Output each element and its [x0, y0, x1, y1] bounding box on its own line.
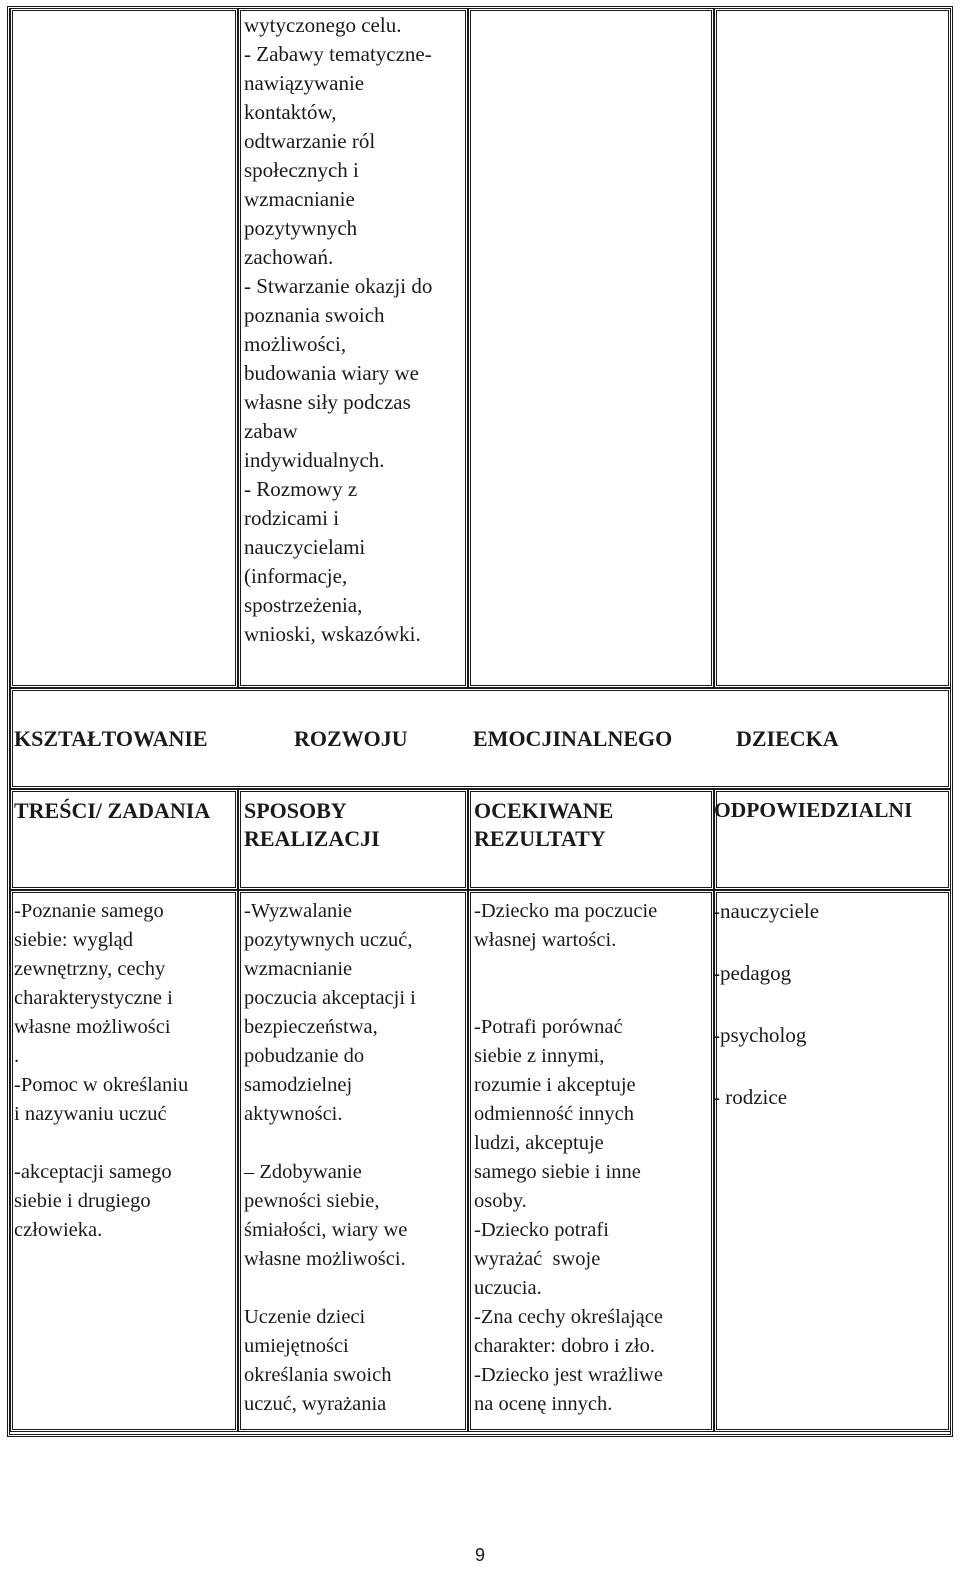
header-contents-tasks: TREŚCI/ ZADANIA — [14, 798, 211, 823]
body-col3-line: -Dziecko jest wrażliwe — [474, 1364, 663, 1386]
responsible-item: -nauczyciele — [713, 899, 820, 923]
body-col3-line: uczucia. — [474, 1277, 542, 1299]
body-col2-line: określania swoich — [244, 1364, 392, 1386]
top-col2-line: nawiązywanie — [244, 71, 365, 95]
body-col1-line: własne możliwości — [14, 1016, 171, 1038]
top-col2-line: (informacje, — [244, 564, 348, 588]
top-col2-line: - Stwarzanie okazji do — [244, 274, 433, 298]
top-col2-line: - Zabawy tematyczne- — [244, 42, 432, 66]
body-col3-line: -Dziecko ma poczucie — [474, 900, 658, 922]
body-col2-line: aktywności. — [244, 1103, 343, 1125]
top-col2-line: wytyczonego celu. — [244, 13, 402, 37]
body-col4-list — [713, 897, 819, 1145]
top-col2-line: poznania swoich — [244, 303, 385, 327]
top-cell-col4 — [716, 10, 949, 686]
body-col2-line: własne możliwości. — [244, 1248, 406, 1270]
top-col2-line: wnioski, wskazówki. — [244, 622, 421, 646]
body-col3-line: odmienność innych — [474, 1103, 634, 1125]
responsible-item: -pedagog — [713, 961, 792, 985]
responsible-item: - rodzice — [713, 1085, 788, 1109]
body-col2-line: poczucia akceptacji i — [244, 987, 416, 1009]
body-col1-line: -Pomoc w określaniu — [14, 1074, 189, 1096]
top-cell-col1 — [12, 10, 236, 686]
top-col2-line: zachowań. — [244, 245, 334, 269]
body-col1-text — [14, 897, 188, 1245]
body-col2-line: pewności siebie, — [244, 1190, 380, 1212]
responsible-item: -psycholog — [713, 1023, 807, 1047]
body-col1-line: zewnętrzny, cechy — [14, 958, 166, 980]
body-col3-line: -Zna cechy określające — [474, 1306, 663, 1328]
body-col3-line: rozumie i akceptuje — [474, 1074, 636, 1096]
body-col2-line — [244, 1129, 416, 1158]
body-col2-line: Uczenie dzieci — [244, 1306, 366, 1328]
body-col1-line — [14, 1129, 188, 1158]
body-col2-line — [244, 1274, 416, 1303]
body-col2-text — [244, 897, 416, 1419]
body-col2-line: -Wyzwalanie — [244, 900, 353, 922]
top-col2-line: budowania wiary we — [244, 361, 419, 385]
top-col2-line: spostrzeżenia, — [244, 593, 363, 617]
header-results-line2: REZULTATY — [474, 826, 606, 851]
top-cell-col3 — [470, 10, 712, 686]
section-word-3: EMOCJINALNEGO — [473, 726, 673, 751]
body-col3-text — [474, 897, 663, 1419]
body-col1-line: . — [14, 1045, 20, 1067]
body-col1-line: siebie i drugiego — [14, 1190, 151, 1212]
top-col2-line: odtwarzanie ról — [244, 129, 376, 153]
top-col2-line: pozytywnych — [244, 216, 358, 240]
body-col2-line: wzmacnianie — [244, 958, 353, 980]
header-responsible: ODPOWIEDZIALNI — [714, 798, 913, 822]
body-col2-line: bezpieczeństwa, — [244, 1016, 378, 1038]
header-results-line1: OCEKIWANE — [474, 798, 614, 823]
body-col2-line: – Zdobywanie — [244, 1161, 362, 1183]
header-methods-line1: SPOSOBY — [244, 798, 347, 823]
body-col3-line: ludzi, akceptuje — [474, 1132, 604, 1154]
body-col1-line: siebie: wygląd — [14, 929, 133, 951]
body-col3-line: wyrażać swoje — [474, 1248, 601, 1270]
body-col3-line: -Dziecko potrafi — [474, 1219, 609, 1241]
top-col2-line: kontaktów, — [244, 100, 337, 124]
top-col2-line: - Rozmowy z — [244, 477, 358, 501]
body-col3-line: charakter: dobro i zło. — [474, 1335, 656, 1357]
section-word-4: DZIECKA — [736, 726, 839, 751]
top-col2-line: indywidualnych. — [244, 448, 385, 472]
body-col3-line: na ocenę innych. — [474, 1393, 613, 1415]
section-word-1: KSZTAŁTOWANIE — [14, 726, 208, 751]
body-col2-line: pozytywnych uczuć, — [244, 929, 413, 951]
body-col2-line: uczuć, wyrażania — [244, 1393, 387, 1415]
section-word-2: ROZWOJU — [294, 726, 408, 751]
body-col1-line: człowieka. — [14, 1219, 103, 1241]
body-col3-line — [474, 955, 663, 984]
top-col2-line: społecznych i — [244, 158, 359, 182]
page-number: 9 — [474, 1545, 485, 1565]
body-col1-line: -Poznanie samego — [14, 900, 164, 922]
body-col1-line: -akceptacji samego — [14, 1161, 172, 1183]
top-col2-line: nauczycielami — [244, 535, 366, 559]
body-col2-line: pobudzanie do — [244, 1045, 365, 1067]
body-col3-line: siebie z innymi, — [474, 1045, 605, 1067]
header-methods-line2: REALIZACJI — [244, 826, 380, 851]
body-col2-line: śmiałości, wiary we — [244, 1219, 408, 1241]
body-col1-line: charakterystyczne i — [14, 987, 173, 1009]
body-col3-line: samego siebie i inne — [474, 1161, 641, 1183]
body-col3-line: własnej wartości. — [474, 929, 617, 951]
body-col3-line: osoby. — [474, 1190, 527, 1212]
top-col2-line: własne siły podczas — [244, 390, 411, 414]
body-col2-line: umiejętności — [244, 1335, 349, 1357]
top-col2-line: możliwości, — [244, 332, 347, 356]
top-col2-line: rodzicami i — [244, 506, 340, 530]
top-col2-text — [244, 11, 432, 649]
body-col3-line: -Potrafi porównać — [474, 1016, 623, 1038]
top-col2-line: wzmacnianie — [244, 187, 355, 211]
top-col2-line: zabaw — [244, 419, 298, 443]
body-col3-line — [474, 984, 663, 1013]
body-col1-line: i nazywaniu uczuć — [14, 1103, 167, 1125]
body-col2-line: samodzielnej — [244, 1074, 353, 1096]
